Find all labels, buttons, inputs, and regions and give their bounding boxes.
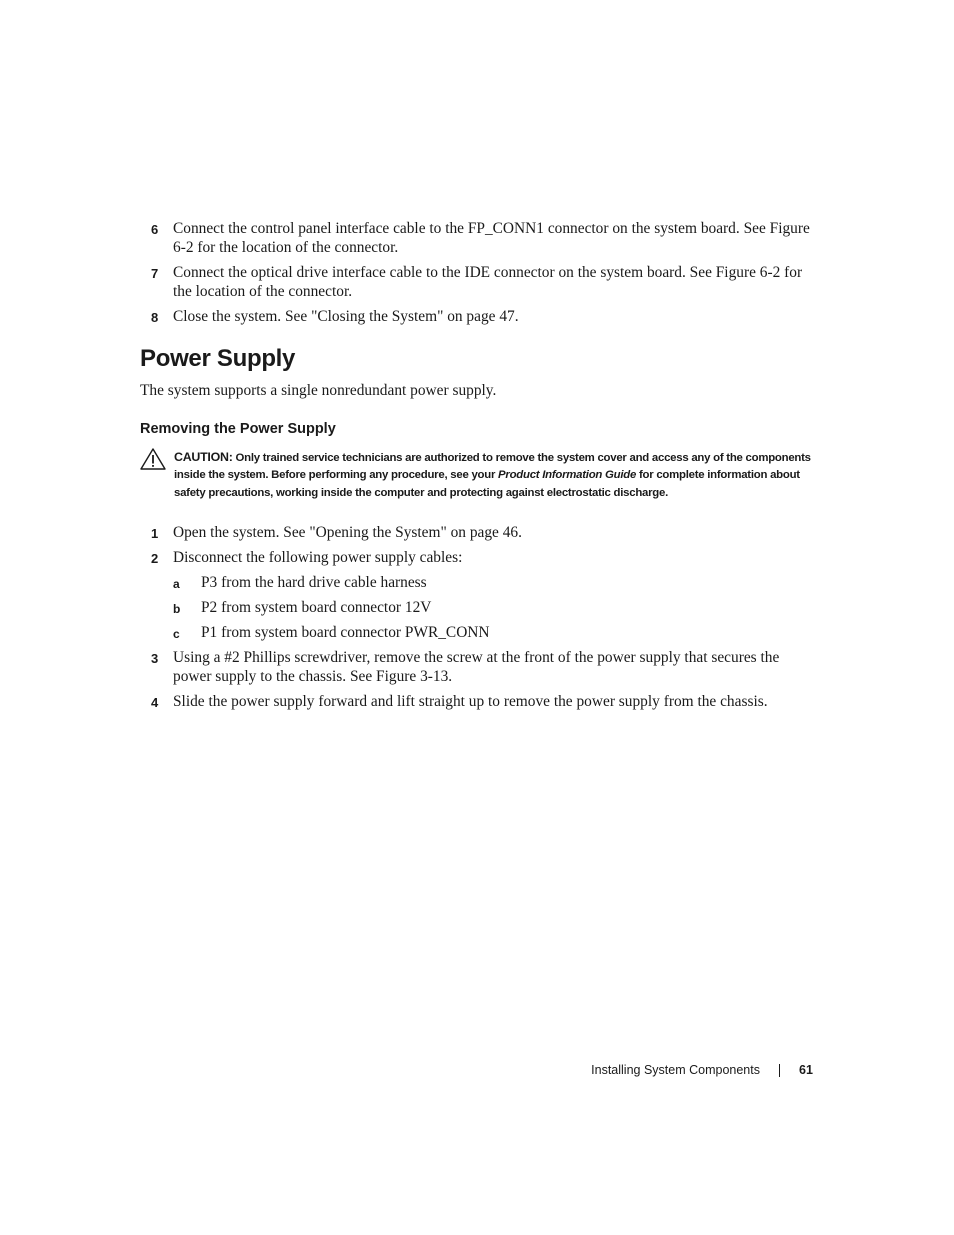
step-number: 1 [151,526,159,541]
footer-section-name: Installing System Components [591,1063,760,1077]
caution-block [174,449,819,502]
step-number: 6 [151,222,159,237]
section-intro: The system supports a single nonredundant power supply. [140,382,497,399]
step-text: Close the system. See "Closing the System" on page 47. [173,308,519,325]
step-number: 3 [151,651,159,666]
step-number: 4 [151,695,159,710]
step-text: Connect the control panel interface cable to the FP_CONN1 connector on the system board. See Figure 6-2 for the location of the connector. [173,220,810,256]
substep-text: P1 from system board connector PWR_CONN [201,624,490,641]
caution-text-before: Only trained service technicians are authorized to remove the system cover and access any of the components inside the system. Before performing any procedure, see your [174,452,811,482]
substep-text: P3 from the hard drive cable harness [201,574,427,591]
substep-letter: b [173,602,181,616]
step-text: Slide the power supply forward and lift straight up to remove the power supply from the chassis. [173,693,768,710]
warning-triangle-icon [139,447,167,471]
footer-divider [779,1064,780,1077]
step-text: Disconnect the following power supply cables: [173,549,463,566]
substep-letter: c [173,627,180,641]
step-text: Connect the optical drive interface cable to the IDE connector on the system board. See Figure 6-2 for the location of the connector. [173,264,803,300]
subsection-title: Removing the Power Supply [140,421,336,437]
section-title: Power Supply [140,345,296,372]
step-number: 8 [151,310,159,325]
substep-letter: a [173,577,180,591]
step-text: Using a #2 Phillips screwdriver, remove the screw at the front of the power supply that secures the power supply to the chassis. See Figure 3-13. [173,649,780,685]
caution-text-after: for complete information about safety precautions, working inside the computer and protecting against electrostatic discharge. [174,469,800,499]
step-number: 2 [151,551,159,566]
caution-label: CAUTION: [174,450,233,464]
caution-doc-title: Product Information Guide [498,469,637,482]
step-text: Open the system. See "Opening the System" on page 46. [173,524,522,541]
substep-text: P2 from system board connector 12V [201,599,432,616]
step-number: 7 [151,266,159,281]
page-number: 61 [799,1063,813,1077]
